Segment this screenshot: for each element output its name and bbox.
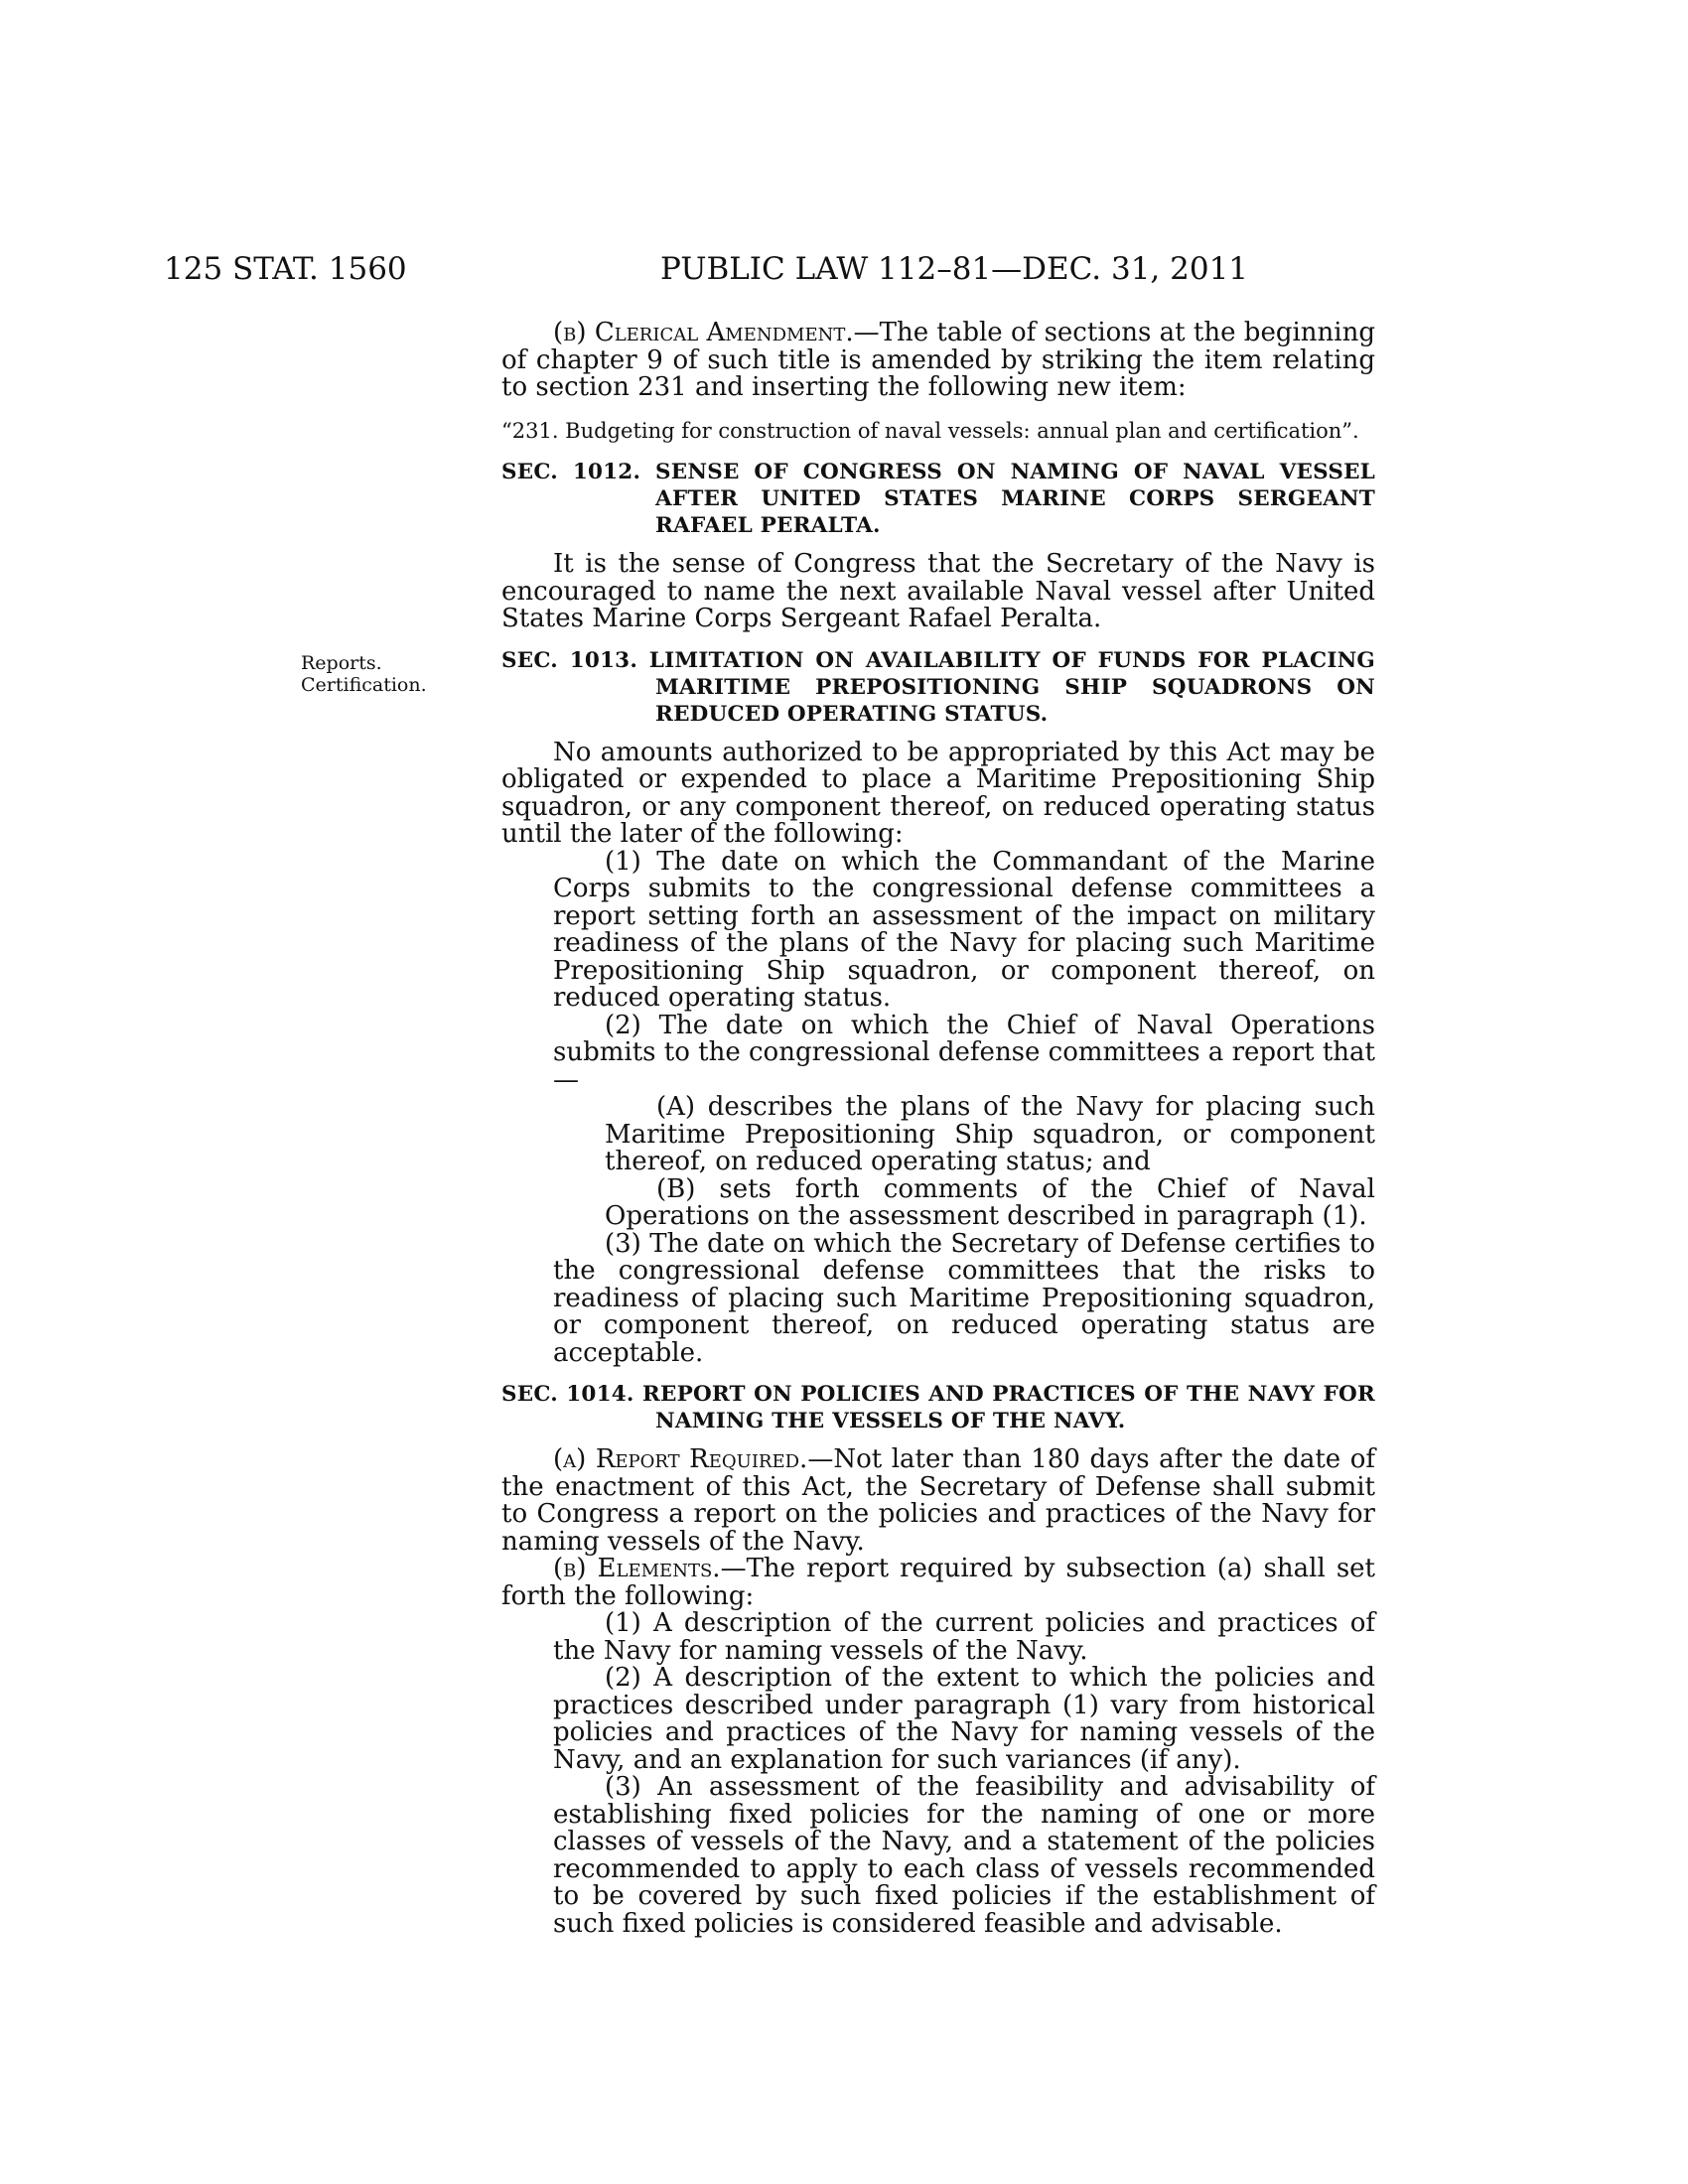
sec-1013-heading: SEC. 1013. LIMITATION ON AVAILABILITY OF FUNDS FOR PLACING MARITIME PREPOSITIONING SHIP SQUADRONS ON REDUCED OPERATING STATUS. — [501, 647, 1375, 727]
clerical-amendment-heading: (b) Clerical Amendment. — [553, 318, 854, 347]
margin-note-reports: Reports. — [301, 652, 382, 674]
sec-1012-text: It is the sense of Congress that the Secretary of the Navy is encouraged to name the next available Naval vessel after United States Marine Corps Sergeant Rafael Peralta. — [501, 549, 1375, 633]
statute-citation: 125 STAT. 1560 — [164, 251, 407, 287]
document-body — [501, 320, 1375, 1938]
table-of-sections-item: “231. Budgeting for construction of naval vessels: annual plan and certification”. — [501, 418, 1359, 443]
margin-notes — [301, 652, 427, 696]
sec-1013-intro: No amounts authorized to be appropriated by this Act may be obligated or expended to place a Maritime Prepositioning Ship squadron, or any component thereof, on reduced operating status until the later of the following: — [501, 737, 1375, 849]
clerical-amendment-text: —The table of sections at the beginning of chapter 9 of such title is amended by striking the item relating to section 231 and inserting the following new item: — [501, 318, 1375, 402]
sec-1014-subsection-a-text: —Not later than 180 days after the date of the enactment of this Act, the Secretary of Defense shall submit to Congress a report on the policies and practices of the Navy for naming vessels of the Navy. — [501, 1444, 1375, 1557]
sec-1013-paragraph-2: (2) The date on which the Chief of Naval Operations submits to the congressional defense committees a report that— — [553, 1010, 1375, 1095]
sec-1014-subsection-b-text: —The report required by subsection (a) shall set forth the following: — [501, 1554, 1375, 1611]
clerical-amendment — [501, 320, 1375, 402]
sec-1014-subsection-b-heading: (b) Elements. — [553, 1554, 721, 1583]
sec-1014-subsection-a — [501, 1446, 1375, 1556]
sec-1014-paragraph-1: (1) A description of the current policies and practices of the Navy for naming vessels of the Navy. — [553, 1608, 1375, 1666]
sec-1013-paragraph-3: (3) The date on which the Secretary of Defense certifies to the congressional defense committees that the risks to readiness of placing such Maritime Prepositioning squadron, or component thereof, on reduced operating status are acceptable. — [553, 1228, 1375, 1368]
sec-1014-subsection-b — [501, 1556, 1375, 1610]
sec-1014-paragraph-2: (2) A description of the extent to which the policies and practices described under paragraph (1) vary from historical policies and practices of the Navy for naming vessels of the Navy, and an explanation for such variances (if any). — [553, 1663, 1375, 1775]
sec-1014-heading: SEC. 1014. REPORT ON POLICIES AND PRACTICES OF THE NAVY FOR NAMING THE VESSELS OF THE NAVY. — [501, 1382, 1375, 1433]
sec-1013-paragraph-1: (1) The date on which the Commandant of the Marine Corps submits to the congressional defense committees a report setting forth an assessment of the impact on military readiness of the plans of the Navy for placing such Maritime Prepositioning Ship squadron, or component thereof, on reduced operating status. — [553, 846, 1375, 1013]
sec-1013-subparagraph-a: (A) describes the plans of the Navy for placing such Maritime Prepositioning Ship squadron, or component thereof, on reduced operating status; and — [605, 1092, 1375, 1176]
sec-1012-heading: SEC. 1012. SENSE OF CONGRESS ON NAMING OF NAVAL VESSEL AFTER UNITED STATES MARINE CORPS SERGEANT RAFAEL PERALTA. — [501, 460, 1375, 538]
public-law-title: PUBLIC LAW 112–81—DEC. 31, 2011 — [660, 251, 1249, 287]
sec-1014-subsection-a-heading: (a) Report Required. — [553, 1444, 808, 1474]
sec-1013-subparagraph-b: (B) sets forth comments of the Chief of Naval Operations on the assessment described in paragraph (1). — [605, 1173, 1375, 1231]
sec-1014-paragraph-3: (3) An assessment of the feasibility and advisability of establishing fixed policies for the naming of one or more classes of vessels of the Navy, and a statement of the policies recommended to apply to each class of vessels recommended to be covered by such fixed policies if the establishment of such fixed policies is considered feasible and advisable. — [553, 1772, 1375, 1939]
margin-note-certification: Certification. — [301, 674, 427, 696]
